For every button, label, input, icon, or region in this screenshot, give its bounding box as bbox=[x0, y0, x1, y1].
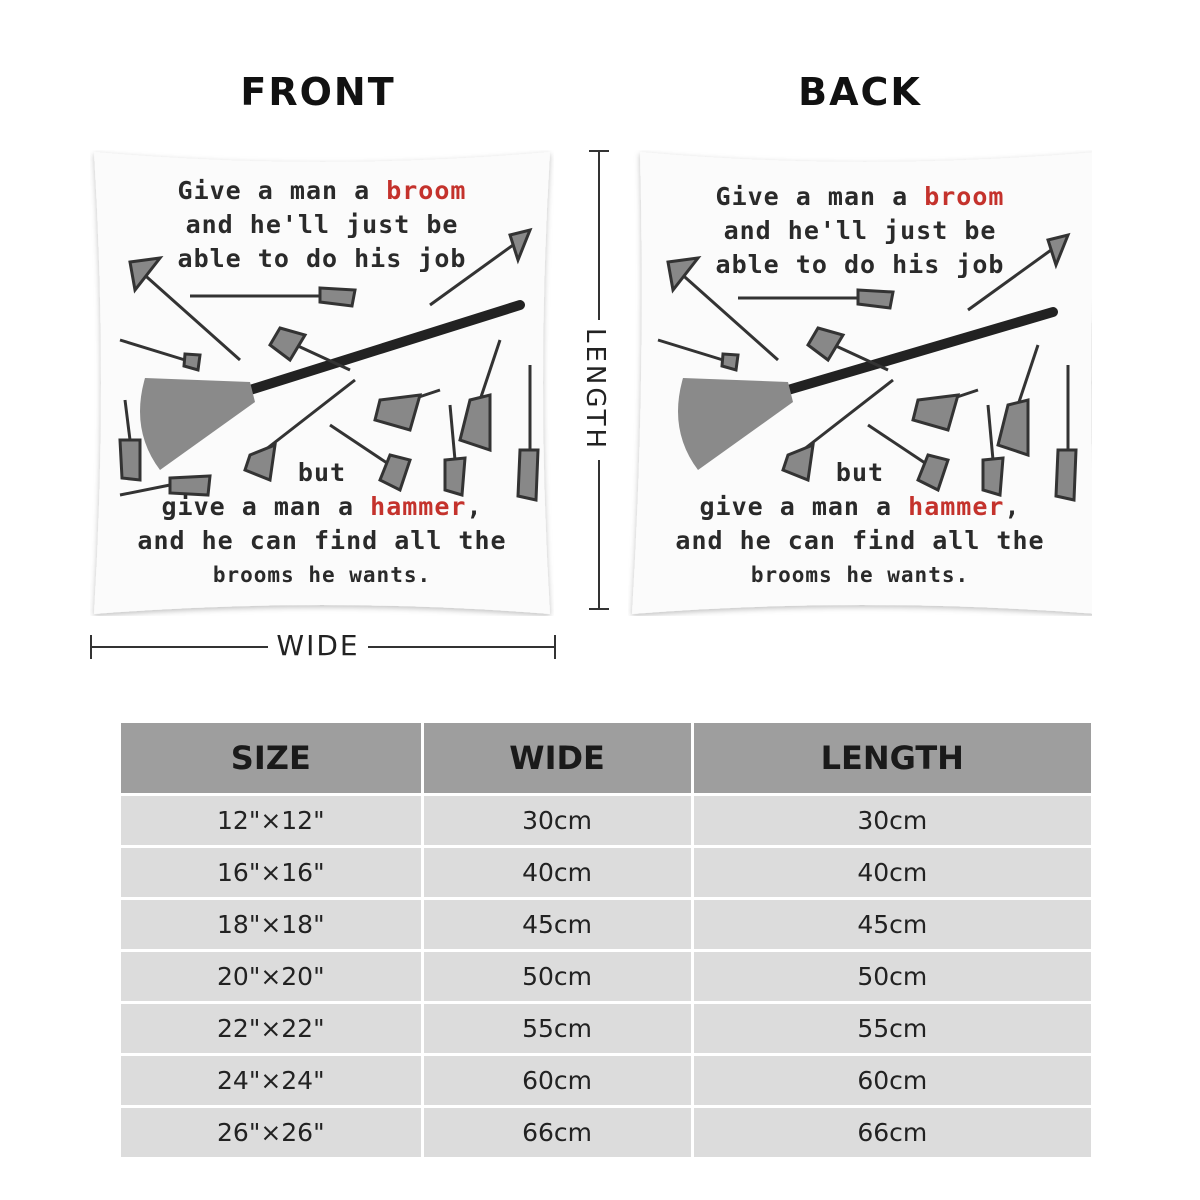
front-label: FRONT bbox=[240, 70, 396, 114]
table-row bbox=[121, 1056, 1091, 1105]
wide-label: WIDE bbox=[268, 629, 368, 662]
wide-cell: 30cm bbox=[424, 796, 691, 845]
length-cell: 45cm bbox=[694, 900, 1091, 949]
wide-cell: 60cm bbox=[424, 1056, 691, 1105]
size-table bbox=[118, 720, 1094, 1160]
table-row bbox=[121, 848, 1091, 897]
size-cell: 20"×20" bbox=[121, 952, 421, 1001]
quote-line-5: give a man a hammer, bbox=[161, 492, 483, 521]
length-cell: 50cm bbox=[694, 952, 1091, 1001]
wide-cell: 66cm bbox=[424, 1108, 691, 1157]
back-pillow-image bbox=[628, 150, 1092, 616]
quote-line-4: but bbox=[835, 458, 885, 487]
length-cell: 60cm bbox=[694, 1056, 1091, 1105]
wide-cell: 55cm bbox=[424, 1004, 691, 1053]
size-cell: 26"×26" bbox=[121, 1108, 421, 1157]
size-cell: 16"×16" bbox=[121, 848, 421, 897]
length-cell: 66cm bbox=[694, 1108, 1091, 1157]
quote-line-1: Give a man a broom bbox=[177, 176, 467, 205]
size-cell: 22"×22" bbox=[121, 1004, 421, 1053]
table-row bbox=[121, 900, 1091, 949]
quote-line-2: and he'll just be bbox=[723, 216, 997, 245]
wide-cell: 45cm bbox=[424, 900, 691, 949]
quote-line-5: give a man a hammer, bbox=[699, 492, 1021, 521]
quote-line-4: but bbox=[297, 458, 347, 487]
wide-cell: 40cm bbox=[424, 848, 691, 897]
quote-line-2: and he'll just be bbox=[185, 210, 459, 239]
quote-line-7: brooms he wants. bbox=[750, 563, 970, 587]
header-size: SIZE bbox=[121, 723, 421, 793]
header-length: LENGTH bbox=[694, 723, 1091, 793]
header-wide: WIDE bbox=[424, 723, 691, 793]
table-header-row bbox=[121, 723, 1091, 793]
quote-line-1: Give a man a broom bbox=[715, 182, 1005, 211]
quote-line-6: and he can find all the bbox=[137, 526, 507, 555]
back-label: BACK bbox=[798, 70, 922, 114]
quote-bottom-text bbox=[628, 456, 1092, 592]
table-row bbox=[121, 1004, 1091, 1053]
quote-bottom-text bbox=[90, 456, 554, 592]
length-cell: 55cm bbox=[694, 1004, 1091, 1053]
table-row bbox=[121, 952, 1091, 1001]
quote-line-7: brooms he wants. bbox=[212, 563, 432, 587]
table-row bbox=[121, 1108, 1091, 1157]
quote-line-6: and he can find all the bbox=[675, 526, 1045, 555]
quote-line-3: able to do his job bbox=[177, 244, 467, 273]
length-cell: 30cm bbox=[694, 796, 1091, 845]
size-cell: 18"×18" bbox=[121, 900, 421, 949]
quote-line-3: able to do his job bbox=[715, 250, 1005, 279]
length-label: LENGTH bbox=[570, 320, 610, 460]
quote-top-text bbox=[90, 174, 554, 276]
table-row bbox=[121, 796, 1091, 845]
wide-cell: 50cm bbox=[424, 952, 691, 1001]
quote-top-text bbox=[628, 180, 1092, 282]
length-cell: 40cm bbox=[694, 848, 1091, 897]
size-cell: 12"×12" bbox=[121, 796, 421, 845]
front-pillow-image bbox=[90, 150, 554, 616]
size-cell: 24"×24" bbox=[121, 1056, 421, 1105]
